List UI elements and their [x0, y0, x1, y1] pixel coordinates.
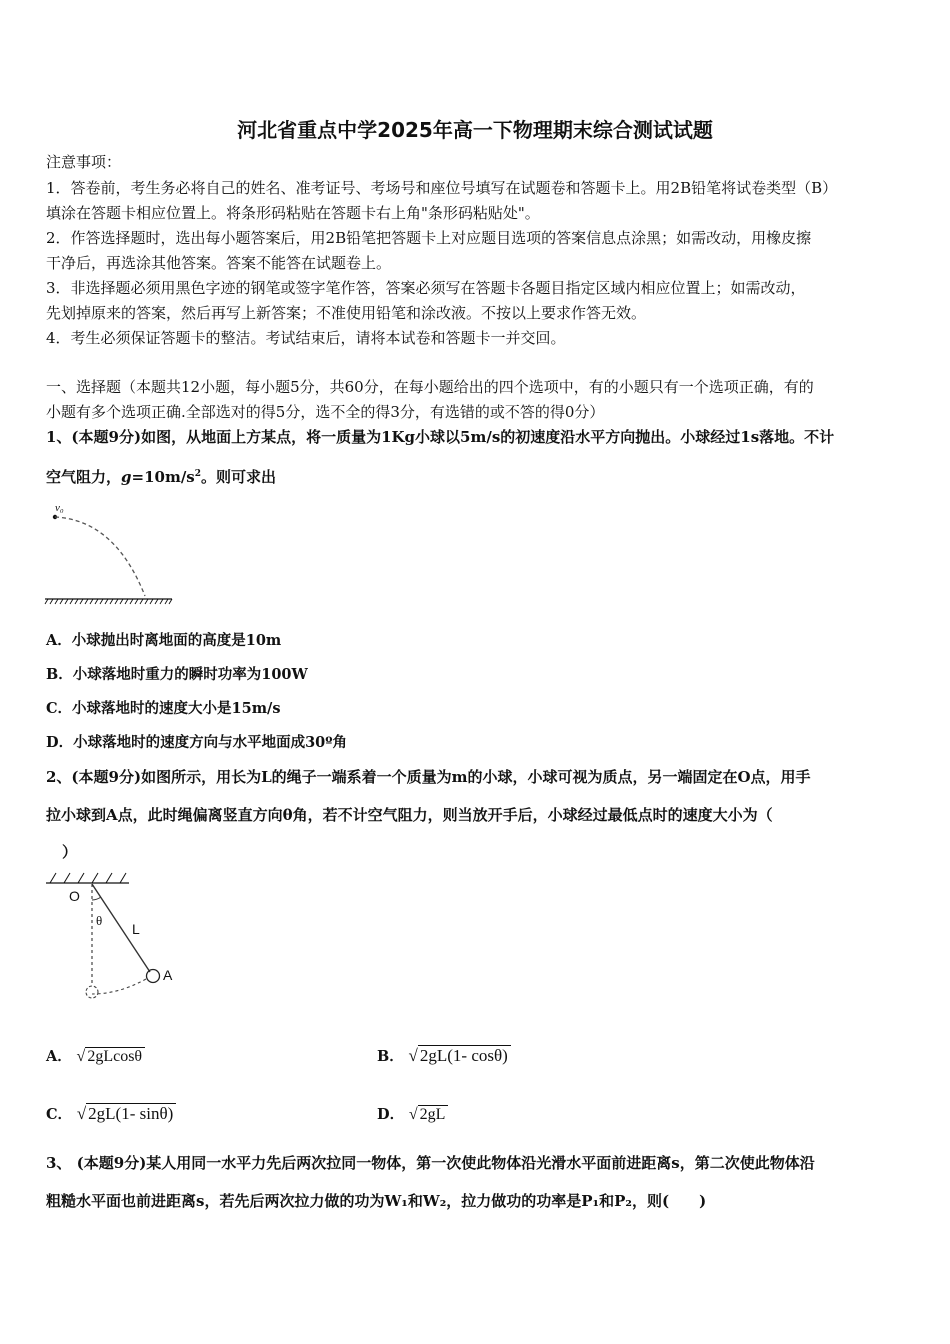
- q1-text: 空气阻力，: [46, 468, 122, 486]
- label-theta: θ: [96, 913, 103, 928]
- q1-text: =10m/s: [131, 468, 195, 486]
- q2-stem: 拉小球到A点，此时绳偏离竖直方向θ角，若不计空气阻力，则当放开手后，小球经过最低点时的速度大小为（: [46, 806, 773, 824]
- v0-label: v₀: [55, 502, 64, 514]
- q2-stem: 2、(本题9分)如图所示，用长为L的绳子一端系着一个质量为m的小球，小球可视为质点，另一端固定在O点，用手: [46, 768, 811, 786]
- radicand: 2gLcosθ: [85, 1047, 145, 1065]
- trajectory-curve: [55, 517, 145, 596]
- sqrt-expression: √ 2gLcosθ: [77, 1047, 146, 1067]
- q2-stem: ）: [62, 843, 78, 861]
- notice-line: 4．考生必须保证答题卡的整洁。考试结束后，请将本试卷和答题卡一并交回。: [46, 329, 566, 347]
- ground-hatch: [45, 599, 172, 604]
- label-o: O: [69, 888, 80, 904]
- q1-projectile-figure: [40, 498, 180, 610]
- notice-line: 2．作答选择题时，选出每小题答案后，用2B铅笔把答题卡上对应题目选项的答案信息点涂黑；如需改动，用橡皮擦: [46, 229, 812, 247]
- sqrt-expression: √ 2gL(1- cosθ): [409, 1046, 511, 1066]
- q3-stem: 3、 (本题9分)某人用同一水平力先后两次拉同一物体，第一次使此物体沿光滑水平面前进距离s，第二次使此物体沿: [46, 1154, 815, 1172]
- section-intro: 小题有多个选项正确.全部选对的得5分，选不全的得3分，有选错的或不答的得0分）: [46, 403, 605, 421]
- q1-option-b[interactable]: B．小球落地时重力的瞬时功率为100W: [46, 666, 308, 683]
- page-title: 河北省重点中学2025年高一下物理期末综合测试试题: [237, 118, 713, 142]
- label-a: A: [163, 967, 173, 983]
- ball-a-icon: [147, 970, 160, 983]
- notice-line: 填涂在答题卡相应位置上。将条形码粘贴在答题卡右上角"条形码粘贴处"。: [46, 204, 540, 222]
- q2-option-a[interactable]: [46, 1046, 145, 1067]
- option-label: A．: [46, 1048, 72, 1065]
- sqrt-expression: √ 2gL: [409, 1105, 449, 1125]
- q1-option-d[interactable]: D．小球落地时的速度方向与水平地面成30º角: [46, 734, 348, 751]
- notice-line: 先划掉原来的答案，然后再写上新答案；不准使用铅笔和涂改液。不按以上要求作答无效。: [46, 304, 647, 322]
- q3-stem: 粗糙水平面也前进距离s，若先后两次拉力做的功为W₁和W₂，拉力做功的功率是P₁和P₂，则( ): [46, 1192, 707, 1210]
- q1-stem: 1、(本题9分)如图，从地面上方某点，将一质量为1Kg小球以5m/s的初速度沿水平方向抛出。小球经过1s落地。不计: [46, 428, 835, 446]
- q1-text: 。则可求出: [201, 468, 277, 486]
- q1-sup: 2: [194, 469, 202, 479]
- ball-low-icon: [86, 986, 98, 998]
- q2-option-b[interactable]: [377, 1046, 511, 1067]
- q2-option-d[interactable]: [377, 1104, 448, 1125]
- notice-line: 干净后，再选涂其他答案。答案不能答在试题卷上。: [46, 254, 392, 272]
- radicand: 2gL: [418, 1105, 449, 1123]
- q1-option-a[interactable]: A．小球抛出时离地面的高度是10m: [46, 632, 282, 649]
- q1-stem-line2: [46, 464, 276, 487]
- q2-pendulum-figure: [44, 868, 184, 1004]
- q1-option-c[interactable]: C．小球落地时的速度大小是15m/s: [46, 700, 281, 717]
- radicand: 2gL(1- sinθ): [86, 1103, 176, 1123]
- section-intro: 一、选择题（本题共12小题，每小题5分，共60分，在每小题给出的四个选项中，有的小题只有一个选项正确，有的: [46, 378, 814, 396]
- notice-line: 1．答卷前，考生务必将自己的姓名、准考证号、考场号和座位号填写在试题卷和答题卡上。用2B铅笔将试卷类型（B）: [46, 179, 838, 197]
- option-label: C．: [46, 1106, 73, 1123]
- q1-g: g: [121, 468, 132, 486]
- q2-option-c[interactable]: [46, 1104, 176, 1125]
- radicand: 2gL(1- cosθ): [418, 1045, 511, 1065]
- label-l: L: [132, 921, 140, 937]
- angle-arc: [92, 897, 101, 900]
- notice-heading: 注意事项：: [46, 153, 122, 171]
- option-label: D．: [377, 1106, 405, 1123]
- notice-line: 3．非选择题必须用黑色字迹的钢笔或签字笔作答，答案必须写在答题卡各题目指定区域内相应位置上；如需改动，: [46, 279, 806, 297]
- option-label: B．: [377, 1048, 404, 1065]
- sqrt-expression: √ 2gL(1- sinθ): [77, 1104, 176, 1124]
- swing-path: [92, 979, 146, 994]
- ceiling-hatch: [50, 873, 126, 883]
